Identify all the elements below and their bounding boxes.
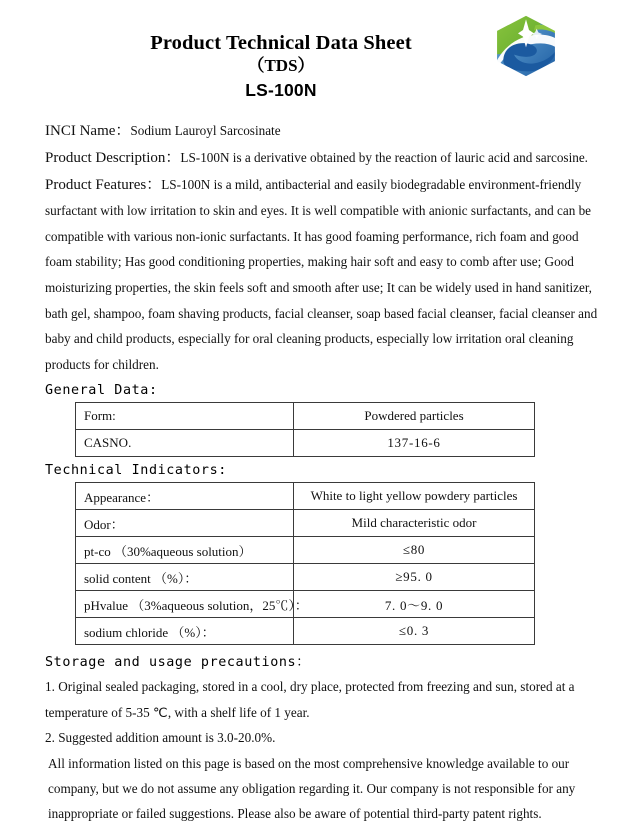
product-description-label: Product Description： bbox=[45, 149, 181, 166]
storage-section bbox=[0, 651, 622, 826]
table-cell-value: Mild characteristic odor bbox=[294, 510, 535, 537]
product-features-value: LS-100N is a mild, antibacterial and easily biodegradable environment-friendly surfactant with low irritation to skin and eyes. It is well compatible with anionic surfactants, and can be compatible with various non-ionic surfactants. It has good foaming performance, rich foam and good foam stability; Has good conditioning properties, making hair soft and easy to comb after use; Good moisturizing properties, the skin feels soft and smooth after use; It can be widely used in hand sanitizer, bath gel, shampoo, foam shaving products, facial cleanser, soap based facial cleanser, facial cleanser and baby and child products, especially for oral cleaning products, especially low irritation oral cleaning products for children. bbox=[45, 176, 598, 372]
table-cell-key: sodium chloride （%）： bbox=[76, 618, 294, 645]
technical-indicators-section bbox=[0, 463, 622, 645]
table-cell-key: Appearance： bbox=[76, 483, 294, 510]
inci-name-value: Sodium Lauroyl Sarcosinate bbox=[130, 123, 281, 138]
table-cell-key: pt-co （30%aqueous solution） bbox=[76, 537, 294, 564]
general-data-section bbox=[0, 383, 622, 457]
general-data-table-wrap bbox=[45, 402, 608, 457]
table-row bbox=[76, 564, 535, 591]
table-cell-value: White to light yellow powdery particles bbox=[294, 483, 535, 510]
product-description-value: LS-100N is a derivative obtained by the reaction of lauric acid and sarcosine. bbox=[180, 149, 588, 165]
technical-indicators-table-wrap bbox=[45, 482, 608, 645]
technical-indicators-table bbox=[75, 482, 535, 645]
general-data-table bbox=[75, 402, 535, 457]
table-cell-value: 137-16-6 bbox=[294, 430, 535, 457]
product-features-label: Product Features： bbox=[45, 176, 162, 193]
table-cell-value: Powdered particles bbox=[294, 403, 535, 430]
table-cell-key: Form: bbox=[76, 403, 294, 430]
document-header bbox=[0, 0, 622, 118]
product-description-line bbox=[45, 145, 608, 172]
table-row bbox=[76, 403, 535, 430]
table-row bbox=[76, 537, 535, 564]
table-cell-value: ≤0. 3 bbox=[294, 618, 535, 645]
general-data-heading: General Data: bbox=[45, 383, 158, 399]
page-title: Product Technical Data Sheet bbox=[150, 32, 412, 54]
table-cell-value: ≤80 bbox=[294, 537, 535, 564]
table-cell-value: 7. 0～9. 0 bbox=[294, 591, 535, 618]
storage-item-1: 1. Original sealed packaging, stored in a cool, dry place, protected from freezing and sun, stored at a temperature of 5-35 ℃, with a shelf life of 1 year. bbox=[45, 679, 575, 720]
table-cell-value: ≥95. 0 bbox=[294, 564, 535, 591]
table-cell-key: pHvalue （3%aqueous solution，25℃）： bbox=[76, 591, 294, 618]
table-row bbox=[76, 430, 535, 457]
disclaimer-text: All information listed on this page is based on the most comprehensive knowledge available to our company, but we do not assume any obligation regarding it. Our company is not responsible for any inappropriate or failed suggestions. Please also be aware of potential third-party patent rights. bbox=[48, 755, 576, 822]
inci-name-line bbox=[45, 118, 608, 145]
product-code: LS-100N bbox=[245, 79, 317, 100]
product-features-line bbox=[45, 172, 608, 378]
company-logo-icon bbox=[492, 14, 560, 78]
product-info-section bbox=[0, 118, 622, 377]
technical-indicators-heading: Technical Indicators: bbox=[45, 463, 227, 479]
inci-name-label: INCI Name： bbox=[45, 123, 131, 139]
table-cell-key: solid content （%）： bbox=[76, 564, 294, 591]
table-row bbox=[76, 591, 535, 618]
table-row bbox=[76, 483, 535, 510]
table-row bbox=[76, 510, 535, 537]
storage-heading: Storage and usage precautions： bbox=[45, 655, 311, 671]
table-row bbox=[76, 618, 535, 645]
page-subtitle: （TDS） bbox=[247, 55, 315, 75]
table-cell-key: Odor： bbox=[76, 510, 294, 537]
storage-item-2: 2. Suggested addition amount is 3.0-20.0%. bbox=[45, 730, 276, 746]
table-cell-key: CASNO. bbox=[76, 430, 294, 457]
